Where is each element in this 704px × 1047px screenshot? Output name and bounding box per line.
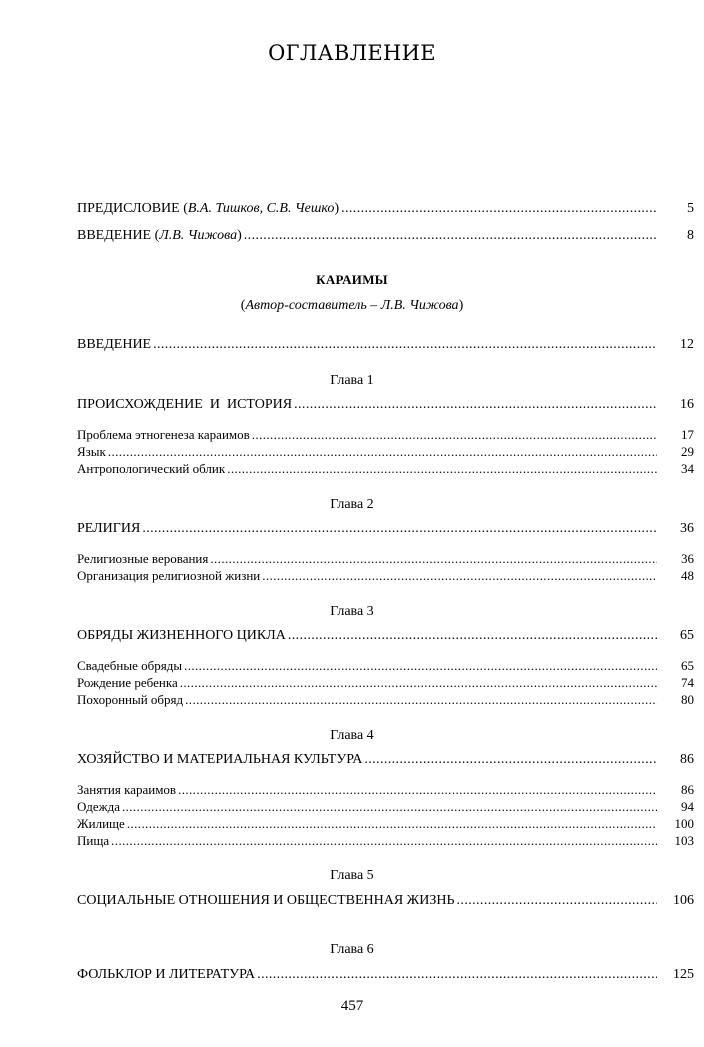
toc-page-number: 86	[681, 782, 694, 797]
dot-leader	[457, 892, 657, 909]
toc-subentry[interactable]	[77, 674, 694, 691]
toc-entry-label: Религиозные верования	[77, 551, 209, 566]
toc-entry-label: Проблема этногенеза караимов	[77, 427, 250, 442]
toc-entry-label: Антропологический облик	[77, 461, 226, 476]
dot-leader	[244, 227, 657, 244]
dot-leader	[127, 815, 657, 832]
toc-entry-preface[interactable]	[77, 200, 694, 217]
dot-leader	[180, 674, 657, 691]
toc-entry-label: Организация религиозной жизни	[77, 568, 261, 583]
toc-entry-label: РЕЛИГИЯ	[77, 521, 141, 536]
toc-page-number: 36	[680, 521, 694, 536]
dot-leader	[111, 832, 657, 849]
toc-page-number: 100	[674, 816, 694, 831]
toc-entry-label: Язык	[77, 444, 106, 459]
dot-leader	[294, 396, 657, 413]
toc-page-number: 17	[681, 427, 694, 442]
toc-subentry[interactable]	[77, 460, 694, 477]
dot-leader	[262, 567, 657, 584]
chapter-label: Глава 6	[330, 942, 374, 957]
toc-chapter-title[interactable]	[77, 627, 694, 644]
toc-entry-label: Свадебные обряды	[77, 658, 183, 673]
toc-page-number: 86	[680, 752, 694, 767]
toc-page-number: 65	[681, 658, 694, 673]
toc-entry-label: Рождение ребенка	[77, 675, 178, 690]
toc-entry-label: СОЦИАЛЬНЫЕ ОТНОШЕНИЯ И ОБЩЕСТВЕННАЯ ЖИЗНЬ	[77, 893, 455, 908]
toc-entry-label: ОБРЯДЫ ЖИЗНЕННОГО ЦИКЛА	[77, 628, 286, 643]
toc-chapter-title[interactable]	[77, 892, 694, 909]
dot-leader	[185, 691, 657, 708]
toc-subentry[interactable]	[77, 691, 694, 708]
page-number: 457	[340, 998, 364, 1014]
toc-page-number: 125	[673, 967, 694, 982]
toc-entry-label: Пища	[77, 833, 110, 848]
dot-leader	[210, 550, 657, 567]
toc-page-number: 106	[673, 893, 694, 908]
toc-subentry[interactable]	[77, 832, 694, 849]
dot-leader	[178, 781, 657, 798]
toc-entry-label: Одежда	[77, 799, 120, 814]
toc-entry-label: ПРЕДИСЛОВИЕ (В.А. Тишков, С.В. Чешко)	[77, 201, 340, 216]
chapter-label: Глава 4	[330, 728, 374, 743]
toc-entry-label: Занятия караимов	[77, 782, 177, 797]
dot-leader	[257, 966, 657, 983]
toc-entry-label: Жилище	[77, 816, 125, 831]
dot-leader	[142, 520, 657, 537]
chapter-label: Глава 2	[330, 497, 374, 512]
toc-entry-label: ВВЕДЕНИЕ (Л.В. Чижова)	[77, 228, 242, 243]
dot-leader	[122, 798, 657, 815]
toc-entry-label: Похоронный обряд	[77, 692, 184, 707]
chapter-label: Глава 1	[330, 373, 374, 388]
dot-leader	[288, 627, 657, 644]
dot-leader	[184, 657, 657, 674]
toc-page-number: 5	[687, 201, 694, 216]
toc-entry-label: ХОЗЯЙСТВО И МАТЕРИАЛЬНАЯ КУЛЬТУРА	[77, 752, 363, 767]
toc-page-number: 16	[680, 397, 694, 412]
toc-entry-label: ФОЛЬКЛОР И ЛИТЕРАТУРА	[77, 967, 256, 982]
toc-entry-section-introduction[interactable]	[77, 336, 694, 353]
toc-subentry[interactable]	[77, 550, 694, 567]
dot-leader	[364, 751, 657, 768]
toc-subentry[interactable]	[77, 781, 694, 798]
chapter-label: Глава 5	[330, 868, 374, 883]
section-heading: КАРАИМЫ	[316, 272, 388, 287]
section-author: (Автор-составитель – Л.В. Чижова)	[240, 298, 464, 313]
toc-subentry[interactable]	[77, 443, 694, 460]
toc-page-number: 34	[681, 461, 694, 476]
toc-subentry[interactable]	[77, 657, 694, 674]
toc-page-number: 94	[681, 799, 694, 814]
dot-leader	[227, 460, 657, 477]
toc-page-number: 80	[681, 692, 694, 707]
toc-subentry[interactable]	[77, 567, 694, 584]
page-title: ОГЛАВЛЕНИЕ	[268, 41, 436, 65]
toc-page-number: 74	[681, 675, 694, 690]
toc-page-number: 8	[687, 228, 694, 243]
dot-leader	[108, 443, 657, 460]
toc-chapter-title[interactable]	[77, 520, 694, 537]
toc-chapter-title[interactable]	[77, 396, 694, 413]
toc-subentry[interactable]	[77, 815, 694, 832]
dot-leader	[252, 426, 657, 443]
toc-entry-label: ПРОИСХОЖДЕНИЕ И ИСТОРИЯ	[77, 397, 293, 412]
toc-page-number: 65	[680, 628, 694, 643]
dot-leader	[153, 336, 657, 353]
toc-page-number: 29	[681, 444, 694, 459]
toc-page-number: 48	[681, 568, 694, 583]
toc-chapter-title[interactable]	[77, 751, 694, 768]
toc-chapter-title[interactable]	[77, 966, 694, 983]
chapter-label: Глава 3	[330, 604, 374, 619]
toc-page-number: 12	[680, 337, 694, 352]
toc-subentry[interactable]	[77, 426, 694, 443]
toc-entry-introduction[interactable]	[77, 227, 694, 244]
toc-subentry[interactable]	[77, 798, 694, 815]
toc-page-number: 36	[681, 551, 694, 566]
toc-entry-label: ВВЕДЕНИЕ	[77, 337, 152, 352]
dot-leader	[341, 200, 657, 217]
toc-page-number: 103	[674, 833, 694, 848]
